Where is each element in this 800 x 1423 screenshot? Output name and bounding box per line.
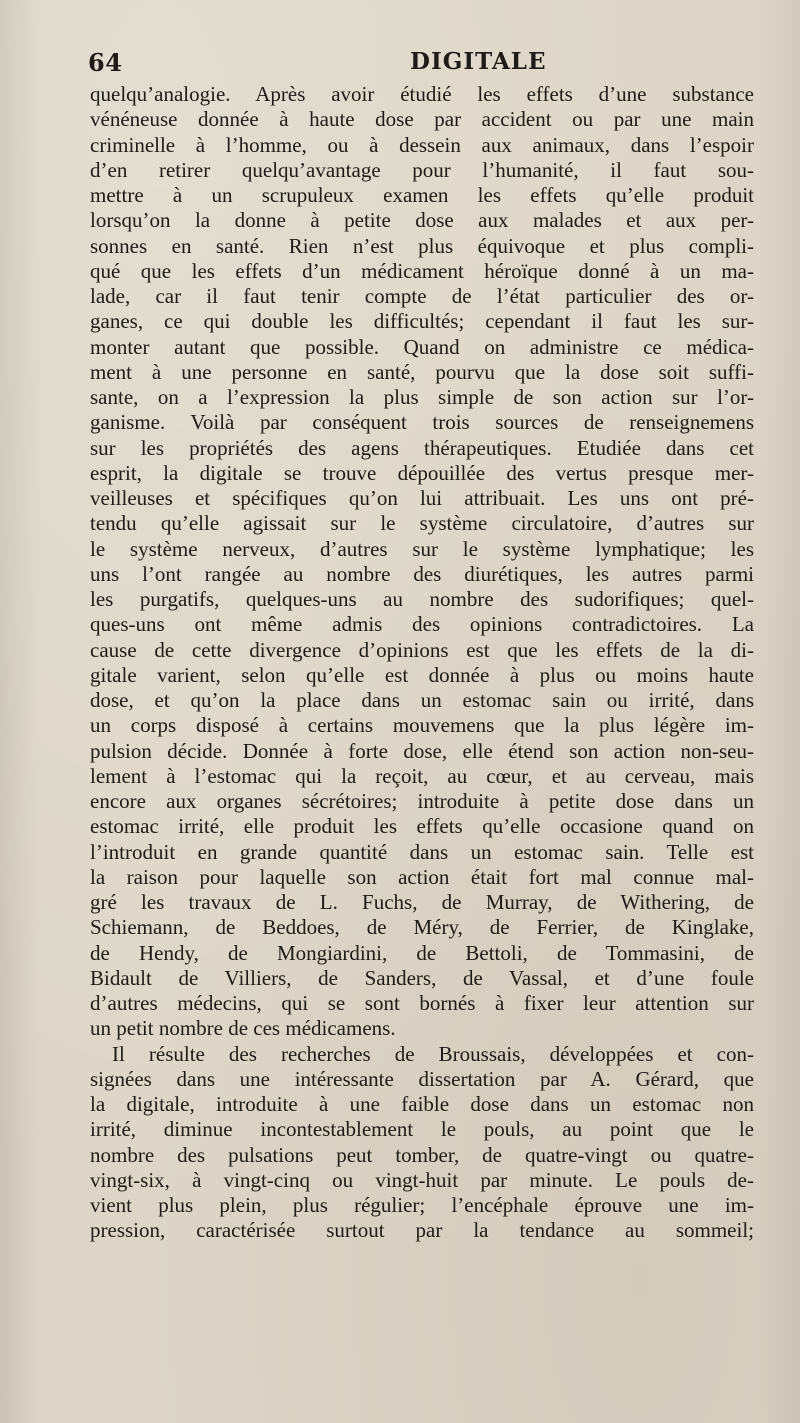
text-line: signées dans une intéressante dissertation par A. Gérard, que <box>90 1066 754 1091</box>
text-line: le système nerveux, d’autres sur le système lymphatique; les <box>90 536 754 561</box>
text-line: qué que les effets d’un médicament héroïque donné à un ma- <box>90 258 754 283</box>
text-line: vient plus plein, plus régulier; l’encéphale éprouve une im- <box>90 1193 754 1217</box>
text-line: criminelle à l’homme, ou à dessein aux animaux, dans l’espoir <box>90 132 754 157</box>
text-line: monter autant que possible. Quand on administre ce médica- <box>90 334 754 359</box>
text-line: veilleuses et spécifiques qu’on lui attribuait. Les uns ont pré- <box>90 486 754 510</box>
text-line: ques-uns ont même admis des opinions contradictoires. La <box>90 612 754 637</box>
text-line: gitale varient, selon qu’elle est donnée à plus ou moins haute <box>90 662 754 687</box>
text-line: d’autres médecins, qui se sont bornés à fixer leur attention sur <box>90 991 754 1015</box>
text-line: vénéneuse donnée à haute dose par accident ou par une main <box>90 107 754 132</box>
text-line: pulsion décide. Donnée à forte dose, elle étend son action non-seu- <box>90 738 754 763</box>
text-line: Il résulte des recherches de Broussais, développées et con- <box>112 1041 754 1066</box>
text-line: ment à une personne en santé, pourvu que la dose soit suffi- <box>90 359 754 384</box>
text-line: gré les travaux de L. Fuchs, de Murray, de Withering, de <box>90 890 754 914</box>
text-line: la digitale, introduite à une faible dose dans un estomac non <box>90 1092 754 1116</box>
text-line: d’en retirer quelqu’avantage pour l’humanité, il faut sou- <box>90 157 754 182</box>
text-line: un corps disposé à certains mouvemens que la plus légère im- <box>90 713 754 738</box>
text-line: ganes, ce qui double les difficultés; cependant il faut les sur- <box>90 309 754 334</box>
page-number: 64 <box>88 48 123 77</box>
text-line: sur les propriétés des agens thérapeutiques. Etudiée dans cet <box>90 435 754 460</box>
running-title: DIGITALE <box>410 48 547 75</box>
text-line: vingt-six, à vingt-cinq ou vingt-huit par minute. Le pouls de- <box>90 1167 754 1192</box>
text-line: l’introduit en grande quantité dans un estomac sain. Telle est <box>90 839 754 864</box>
text-line: sante, on a l’expression la plus simple de son action sur l’or- <box>90 385 754 409</box>
text-line: pression, caractérisée surtout par la tendance au sommeil; <box>90 1218 754 1243</box>
text-line: cause de cette divergence d’opinions est que les effets de la di- <box>90 637 754 662</box>
text-line: dose, et qu’on la place dans un estomac sain ou irrité, dans <box>90 688 754 712</box>
text-line: lade, car il faut tenir compte de l’état particulier des or- <box>90 284 754 308</box>
text-line: encore aux organes sécrétoires; introduite à petite dose dans un <box>90 789 754 813</box>
text-line: tendu qu’elle agissait sur le système circulatoire, d’autres sur <box>90 511 754 536</box>
text-line: estomac irrité, elle produit les effets qu’elle occasione quand on <box>90 814 754 839</box>
page-header <box>88 48 753 78</box>
text-line: les purgatifs, quelques-uns au nombre des sudorifiques; quel- <box>90 587 754 611</box>
text-line: un petit nombre de ces médicamens. <box>90 1016 396 1041</box>
text-line: quelqu’analogie. Après avoir étudié les effets d’une substance <box>90 82 754 106</box>
text-line: de Hendy, de Mongiardini, de Bettoli, de Tommasini, de <box>90 940 754 965</box>
text-line: irrité, diminue incontestablement le pouls, au point que le <box>90 1117 754 1142</box>
text-line: sonnes en santé. Rien n’est plus équivoque et plus compli- <box>90 233 754 258</box>
text-line: mettre à un scrupuleux examen les effets qu’elle produit <box>90 183 754 207</box>
text-line: ganisme. Voilà par conséquent trois sources de renseignemens <box>90 410 754 435</box>
text-line: lorsqu’on la donne à petite dose aux malades et aux per- <box>90 208 754 233</box>
text-line: Bidault de Villiers, de Sanders, de Vassal, et d’une foule <box>90 965 754 990</box>
body-text <box>90 82 754 1244</box>
text-line: lement à l’estomac qui la reçoit, au cœur, et au cerveau, mais <box>90 763 754 788</box>
text-line: la raison pour laquelle son action était fort mal connue mal- <box>90 864 754 889</box>
text-line: uns l’ont rangée au nombre des diurétiques, les autres parmi <box>90 561 754 586</box>
text-line: nombre des pulsations peut tomber, de quatre-vingt ou quatre- <box>90 1142 754 1167</box>
text-line: Schiemann, de Beddoes, de Méry, de Ferrier, de Kinglake, <box>90 915 754 940</box>
text-line: esprit, la digitale se trouve dépouillée des vertus presque mer- <box>90 460 754 485</box>
